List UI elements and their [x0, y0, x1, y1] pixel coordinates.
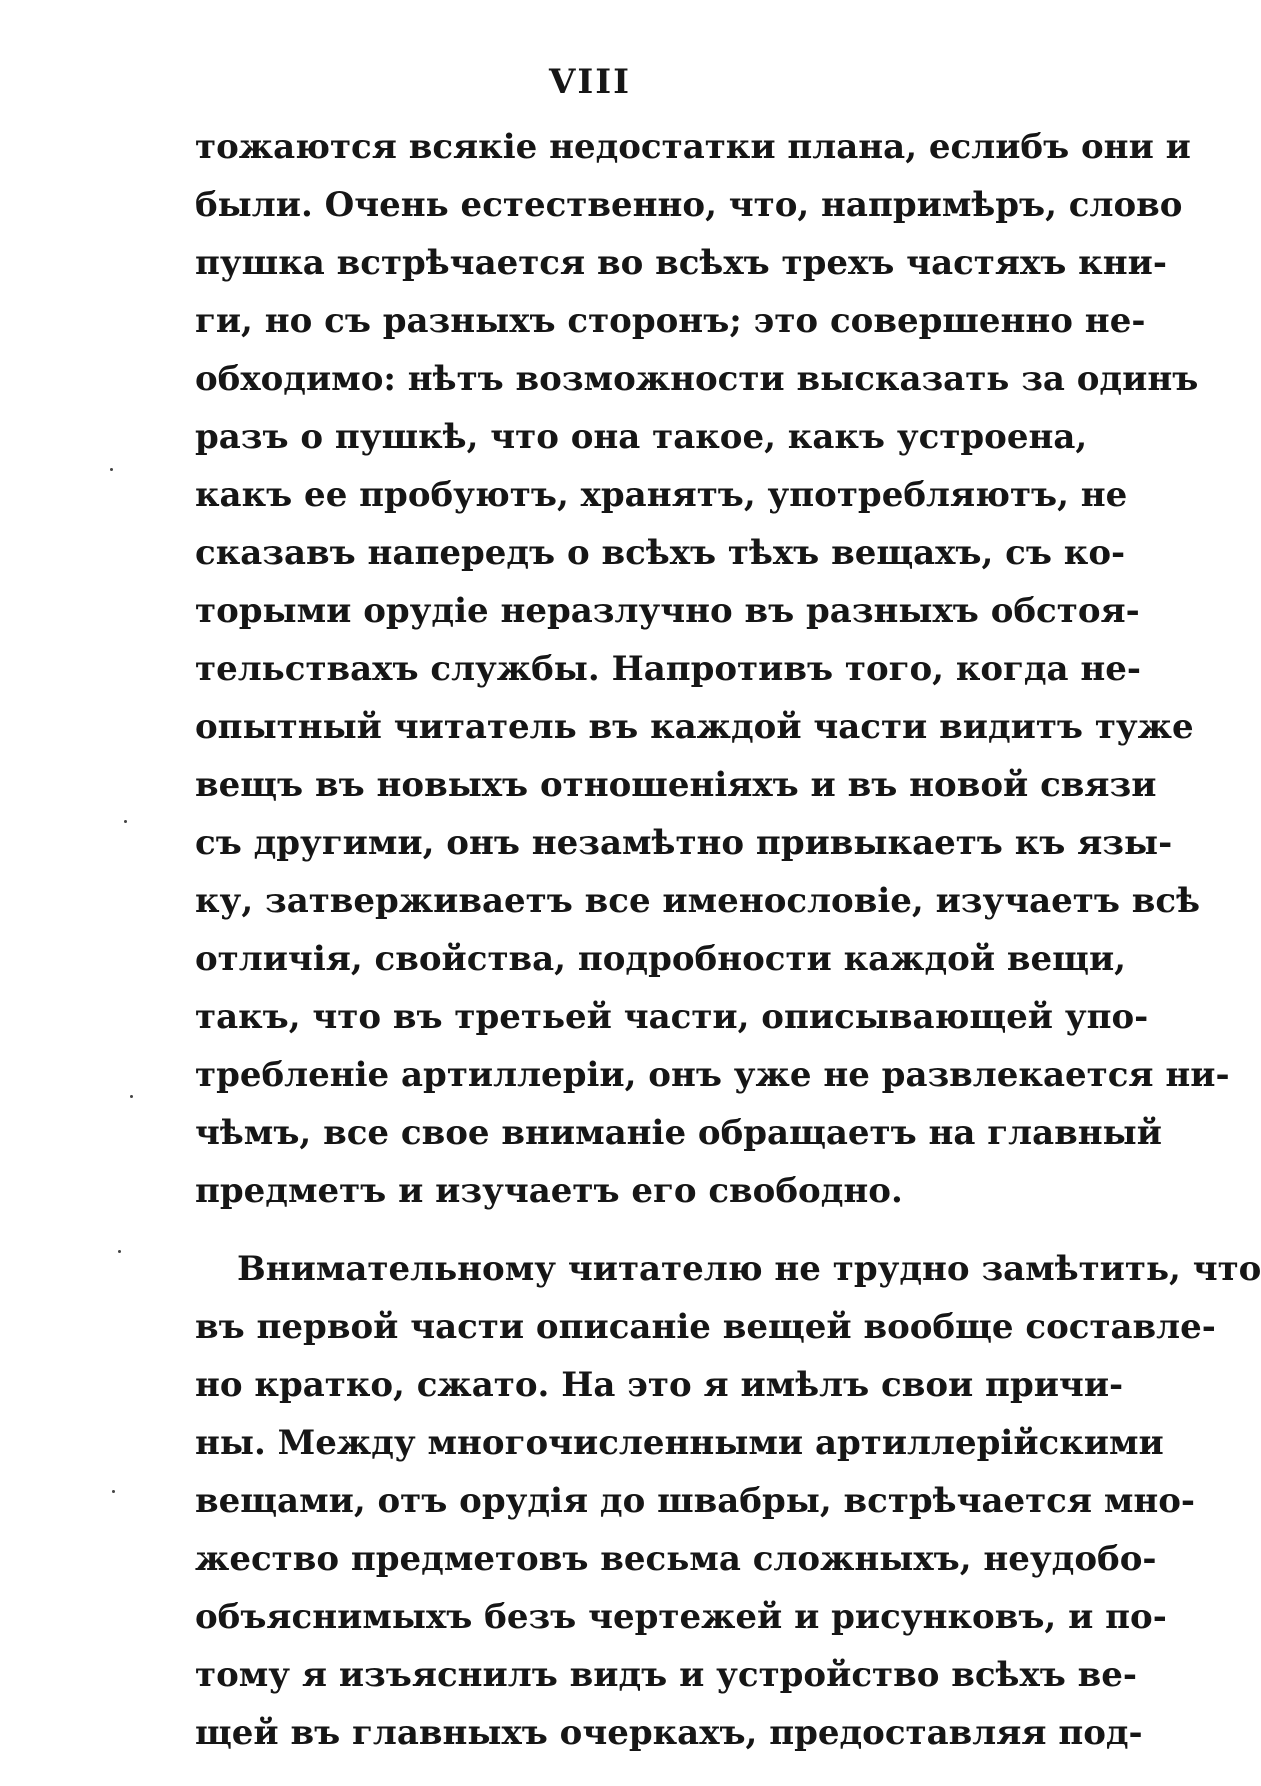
text-line: тому я изъяснилъ видъ и устройство всѣхъ ве-	[195, 1655, 1138, 1695]
text-line: сказавъ напередъ о всѣхъ тѣхъ вещахъ, съ ко-	[195, 533, 1126, 573]
paragraph-2	[195, 1240, 1261, 1762]
text-line: ги, но съ разныхъ сторонъ; это совершенно не-	[195, 301, 1146, 341]
text-line: но кратко, сжато. На это я имѣлъ свои причи-	[195, 1365, 1124, 1405]
scan-speck	[130, 1095, 133, 1098]
text-line: торыми орудіе неразлучно въ разныхъ обстоя-	[195, 591, 1140, 631]
text-line: опытный читатель въ каждой части видитъ туже	[195, 707, 1194, 747]
text-line: объяснимыхъ безъ чертежей и рисунковъ, и по-	[195, 1597, 1167, 1637]
paragraph-gap	[195, 1220, 1045, 1240]
text-line: тожаются всякіе недостатки плана, еслибъ они и	[195, 127, 1191, 167]
text-line: вещъ въ новыхъ отношеніяхъ и въ новой связи	[195, 765, 1157, 805]
scan-speck	[110, 468, 113, 471]
text-line: разъ о пушкѣ, что она такое, какъ устроена,	[195, 417, 1088, 457]
text-line: пушка встрѣчается во всѣхъ трехъ частяхъ кни-	[195, 243, 1167, 283]
scan-speck	[118, 1250, 121, 1253]
text-line: обходимо: нѣтъ возможности высказать за одинъ	[195, 359, 1199, 399]
text-line: съ другими, онъ незамѣтно привыкаетъ къ язы-	[195, 823, 1173, 863]
text-line: ны. Между многочисленными артиллерійскими	[195, 1423, 1164, 1463]
scan-speck	[112, 1490, 115, 1493]
text-line: какъ ее пробуютъ, хранятъ, употребляютъ, не	[195, 475, 1128, 515]
text-line: такъ, что въ третьей части, описывающей упо-	[195, 997, 1149, 1037]
body-text	[195, 118, 1261, 1762]
text-line: въ первой части описаніе вещей вообще составле-	[195, 1307, 1216, 1347]
text-line: тельствахъ службы. Напротивъ того, когда не-	[195, 649, 1142, 689]
text-line: предметъ и изучаетъ его свободно.	[195, 1171, 903, 1211]
scan-speck	[124, 820, 127, 823]
page-number: VIII	[548, 62, 632, 102]
text-line: отличія, свойства, подробности каждой вещи,	[195, 939, 1126, 979]
text-line: ку, затверживаетъ все именословіе, изучаетъ всѣ	[195, 881, 1201, 921]
text-line: щей въ главныхъ очеркахъ, предоставляя под-	[195, 1713, 1143, 1753]
text-line: чѣмъ, все свое вниманіе обращаетъ на главный	[195, 1113, 1162, 1153]
text-line: Внимательному читателю не трудно замѣтить, что	[237, 1249, 1261, 1289]
text-line: жество предметовъ весьма сложныхъ, неудобо-	[195, 1539, 1157, 1579]
text-line: требленіе артиллеріи, онъ уже не развлекается ни-	[195, 1055, 1230, 1095]
text-line: вещами, отъ орудія до швабры, встрѣчается мно-	[195, 1481, 1196, 1521]
text-line: были. Очень естественно, что, напримѣръ, слово	[195, 185, 1183, 225]
paragraph-1	[195, 118, 1230, 1220]
